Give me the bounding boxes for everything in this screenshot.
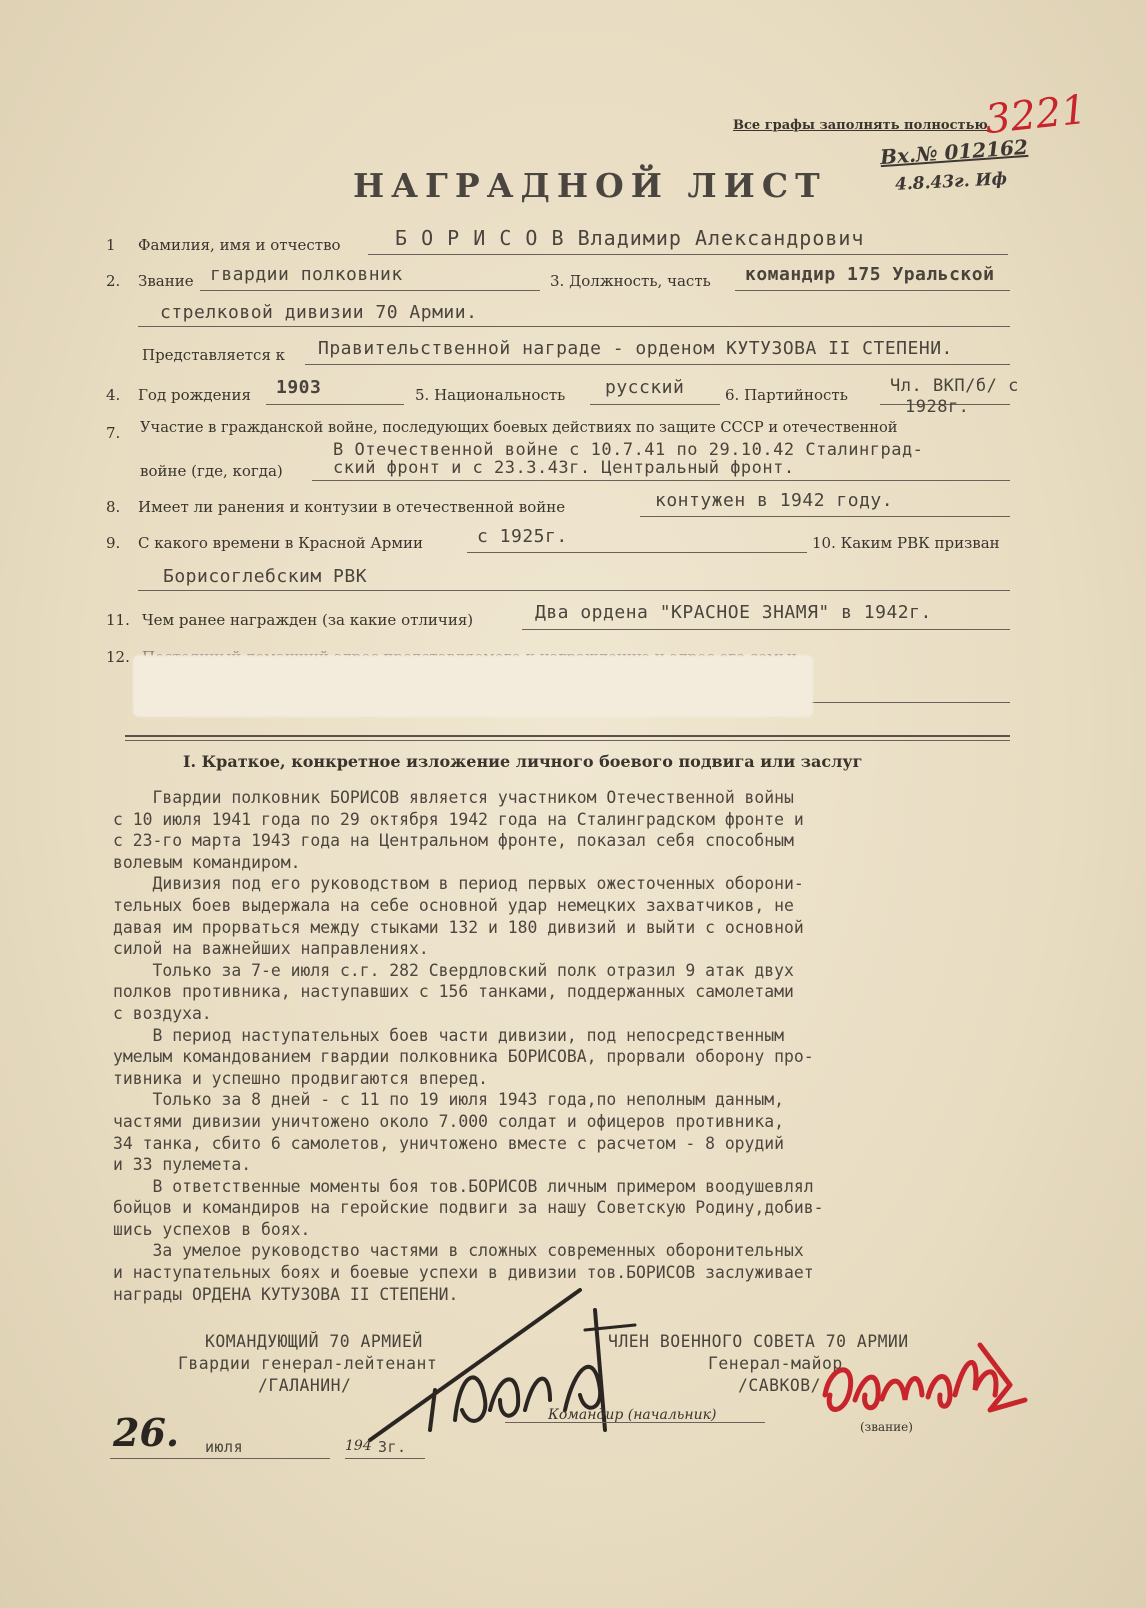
field-7-value-2: ский фронт и с 23.3.43г. Центральный фронт. [333, 458, 795, 478]
commander-label: Командир (начальник) [548, 1407, 717, 1423]
field-8-line [640, 516, 1010, 517]
left-signatory-name: /ГАЛАНИН/ [258, 1376, 352, 1395]
section-divider-2 [125, 740, 1010, 741]
field-9-value: с 1925г. [477, 526, 568, 547]
field-10-line [138, 590, 1010, 591]
date-year-suffix: 3г. [378, 1438, 407, 1456]
redacted-address [133, 655, 813, 717]
field-6-value-1: Чл. ВКП/б/ с [890, 376, 1019, 396]
field-5-label: 5. Национальность [415, 386, 566, 404]
right-signatory-name: /САВКОВ/ [738, 1376, 821, 1395]
field-1-number: 1 [106, 236, 116, 254]
left-signatory-title-2: Гвардии генерал-лейтенант [178, 1354, 438, 1373]
field-11-number: 11. [106, 611, 130, 629]
registration-number: Вх.№ 012162 [879, 134, 1029, 170]
registration-date: 4.8.43г. Иф [894, 169, 1008, 195]
archive-number: 3221 [982, 86, 1089, 144]
field-1-label: Фамилия, имя и отчество [138, 236, 341, 254]
field-8-value: контужен в 1942 году. [655, 490, 894, 511]
field-8-label: Имеет ли ранения и контузии в отечественной войне [138, 498, 566, 516]
field-4-line [266, 404, 404, 405]
right-signatory-title-1: ЧЛЕН ВОЕННОГО СОВЕТА 70 АРМИИ [608, 1332, 909, 1351]
field-5-line [590, 404, 720, 405]
date-year-prefix: 194 [345, 1438, 372, 1454]
field-2-line [200, 290, 540, 291]
field-8-number: 8. [106, 498, 121, 516]
field-4-number: 4. [106, 386, 121, 404]
date-day-line [110, 1458, 190, 1459]
field-9-line [467, 552, 807, 553]
field-7-value-1: В Отечественной войне с 10.7.41 по 29.10.42 Сталинград- [333, 440, 924, 460]
galanin-signature [350, 1270, 680, 1450]
field-3-line [735, 290, 1010, 291]
savkov-signature [810, 1325, 1040, 1435]
field-1-value: Б О Р И С О В Владимир Александрович [395, 226, 865, 250]
field-4-value: 1903 [276, 377, 322, 398]
field-7-label-2: войне (где, когда) [140, 462, 283, 480]
field-11-label: Чем ранее награжден (за какие отличия) [142, 611, 474, 629]
field-6-label: 6. Партийность [725, 386, 848, 404]
commander-line [505, 1422, 765, 1423]
field-5-value: русский [605, 377, 685, 398]
field-10-value: Борисоглебским РВК [163, 566, 368, 587]
presented-line [305, 364, 1010, 365]
field-9-number: 9. [106, 534, 121, 552]
document-title: НАГРАДНОЙ ЛИСТ [353, 166, 827, 205]
date-year-line [345, 1458, 425, 1459]
field-7-number: 7. [106, 424, 121, 442]
field-2-label: Звание [138, 272, 194, 290]
field-3-line-2 [138, 326, 1010, 327]
field-2-value: гвардии полковник [210, 264, 403, 285]
field-9-label: С какого времени в Красной Армии [138, 534, 424, 552]
field-4-label: Год рождения [138, 386, 251, 404]
left-signatory-title-1: КОМАНДУЮЩИЙ 70 АРМИЕЙ [205, 1332, 423, 1351]
right-signatory-title-2: Генерал-майор [708, 1354, 843, 1373]
section-divider-1 [125, 735, 1010, 737]
fill-instruction: Все графы заполнять полностью [733, 118, 988, 133]
date-month: июля [205, 1438, 244, 1456]
date-month-line [180, 1458, 330, 1459]
field-1-line [368, 254, 1008, 255]
merit-description: Гвардии полковник БОРИСОВ является участником Отечественной войны с 10 июля 1941 года по 29 октября 1942 года на Сталинградском фронте и с 23-го марта 1943 года на Центральном фронте, показал себя способным волевым командиром. Дивизия под его руководством в период первых ожесточенных оборони- тельных боев выдержала на себе основной удар немецких захватчиков, не давая им прорваться между стыками 132 и 180 дивизий и выйти с основной силой на важнейших направлениях. Только за 7-е июля с.г. 282 Свердловский полк отразил 9 атак двух полков противника, наступавших с 156 танками, поддержанных самолетами с воздуха. В период наступательных боев части дивизии, под непосредственным умелым командованием гвардии полковника БОРИСОВА, прорвали оборону про- тивника и успешно продвигаются вперед. Только за 8 дней - с 11 по 19 июля 1943 года,по неполным данным, частями дивизии уничтожено около 7.000 солдат и офицеров противника, 34 танка, сбито 6 самолетов, уничтожено вместе с расчетом - 8 орудий и 33 пулемета. В ответственные моменты боя тов.БОРИСОВ личным примером воодушевлял бойцов и командиров на геройские подвиги за нашу Советскую Родину,добив- шись успехов в боях. За умелое руководство частями в сложных современных оборонительных и наступательных боях и боевые успехи в дивизии тов.БОРИСОВ заслуживает награды ОРДЕНА КУТУЗОВА II СТЕПЕНИ. [113, 788, 824, 1304]
field-7-line [312, 480, 1010, 481]
date-day: 26. [113, 1410, 180, 1455]
field-2-number: 2. [106, 272, 121, 290]
field-6-value-2: 1928г. [905, 397, 970, 417]
section-heading: I. Краткое, конкретное изложение личного боевого подвига или заслуг [183, 752, 863, 771]
rank-label: (звание) [860, 1420, 913, 1434]
field-3-value-2: стрелковой дивизии 70 Армии. [160, 302, 478, 323]
field-7-label-1: Участие в гражданской войне, последующих боевых действиях по защите СССР и отечественной [140, 419, 898, 436]
field-3-label: 3. Должность, часть [550, 272, 711, 290]
field-11-value: Два ордена "КРАСНОЕ ЗНАМЯ" в 1942г. [535, 602, 932, 623]
presented-value: Правительственной награде - орденом КУТУЗОВА II СТЕПЕНИ. [318, 338, 953, 359]
field-11-line [522, 629, 1010, 630]
field-10-label: 10. Каким РВК призван [812, 534, 1000, 552]
field-12-number: 12. [106, 648, 130, 666]
field-3-value-1: командир 175 Уральской [745, 264, 995, 285]
presented-label: Представляется к [142, 346, 286, 364]
